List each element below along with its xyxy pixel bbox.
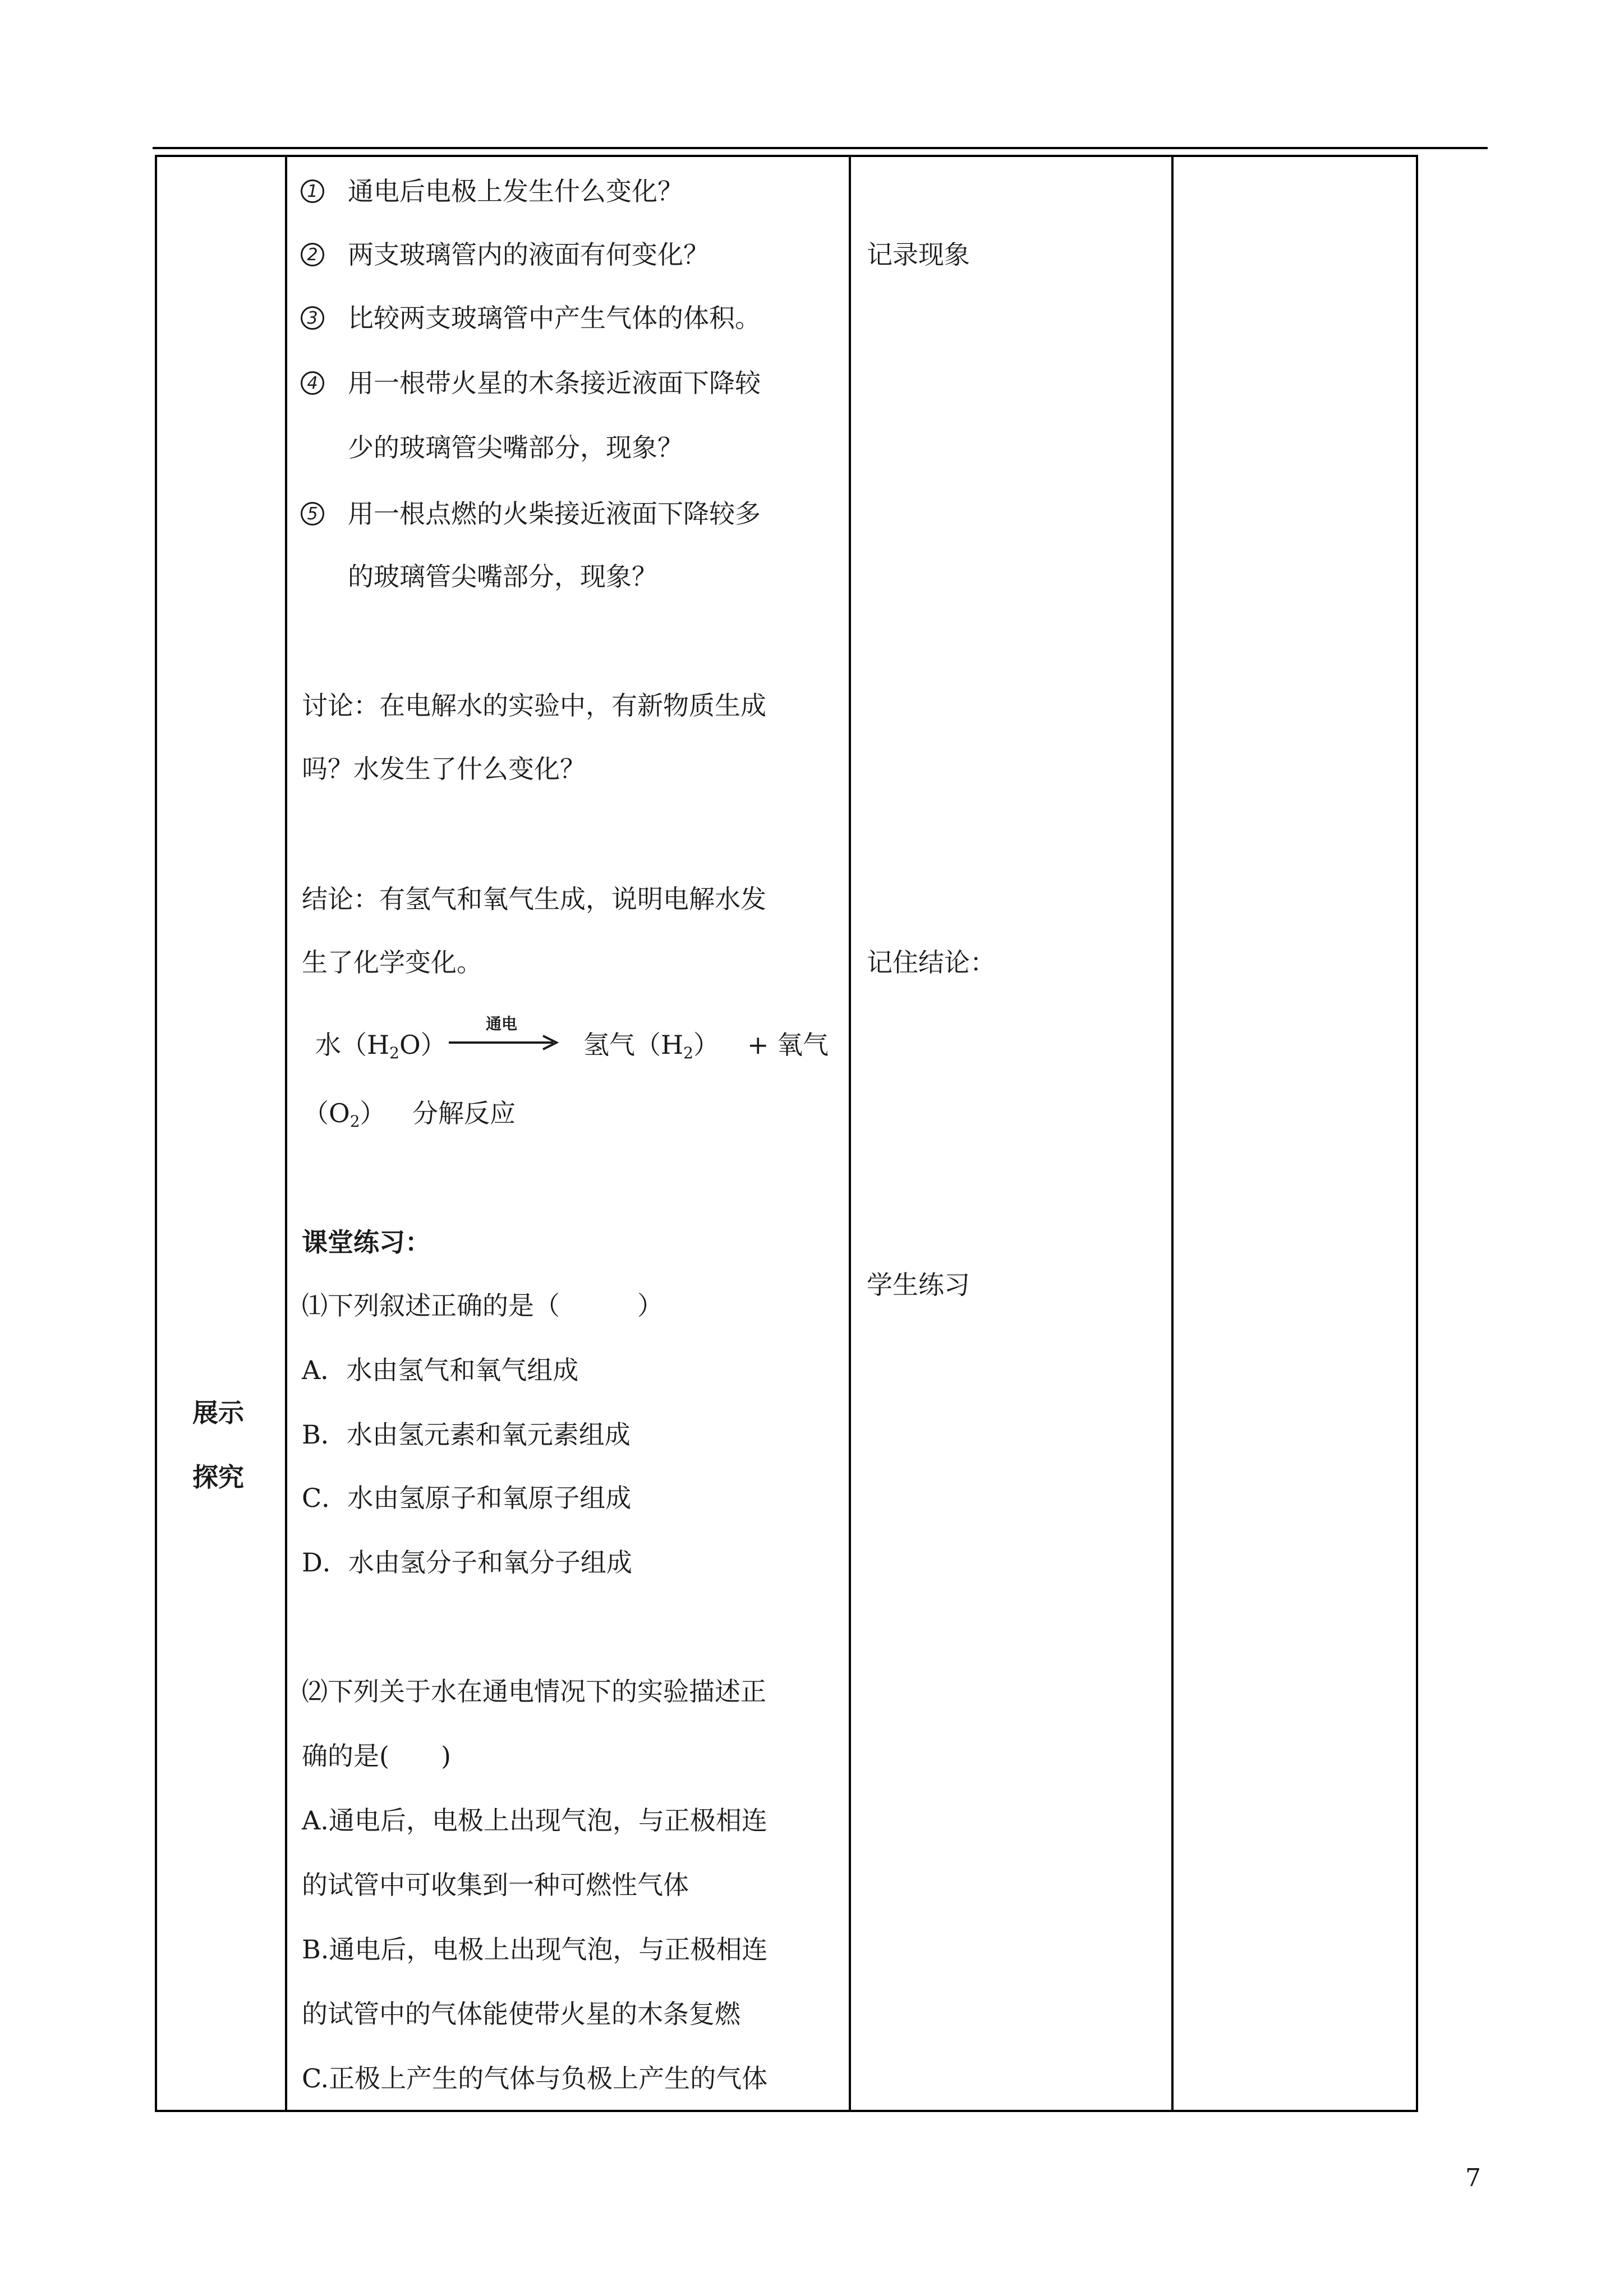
conclusion-line1: 结论：有氢气和氧气生成，说明电解水发 xyxy=(302,884,766,914)
equation-plus: + xyxy=(747,1030,769,1060)
step-4-text-line2: 少的玻璃管尖嘴部分，现象？ xyxy=(348,432,683,463)
q1-option-d: D．水由氢分子和氧分子组成 xyxy=(302,1547,632,1578)
practice-title: 课堂练习： xyxy=(302,1227,431,1257)
step-2-number: 2 xyxy=(301,243,324,266)
q2-stem-line2: 确的是( ) xyxy=(302,1741,451,1771)
discussion-line2: 吗？水发生了什么变化？ xyxy=(302,754,586,784)
page-number: 7 xyxy=(1465,2164,1481,2192)
q1-option-c: C．水由氢原子和氧原子组成 xyxy=(302,1483,632,1513)
student-remember-conclusion: 记住结论： xyxy=(867,947,996,978)
section-label-line2: 探究 xyxy=(192,1462,244,1492)
student-practice: 学生练习 xyxy=(867,1270,970,1300)
q2-option-c-line1: C.正极上产生的气体与负极上产生的气体 xyxy=(302,2063,768,2094)
step-3-number: 3 xyxy=(301,306,324,330)
table-col-divider-2 xyxy=(849,155,851,2112)
q1-option-a: A．水由氢气和氧气组成 xyxy=(302,1355,579,1385)
equation-reaction-type: 分解反应 xyxy=(412,1098,516,1128)
q2-option-b-line2: 的试管中的气体能使带火星的木条复燃 xyxy=(302,1999,740,2029)
equation-condition: 通电 xyxy=(486,1015,518,1033)
section-label-line1: 展示 xyxy=(192,1398,244,1428)
table-col-divider-1 xyxy=(285,155,287,2112)
conclusion-line2: 生了化学变化。 xyxy=(302,947,482,978)
step-5-text-line1: 用一根点燃的火柴接近液面下降较多 xyxy=(348,499,761,529)
step-1-text: 通电后电极上发生什么变化？ xyxy=(348,176,683,206)
table-col-divider-3 xyxy=(1171,155,1174,2112)
equation-water: 水$(H_2O)$ xyxy=(315,1030,447,1062)
q2-option-a-line1: A.通电后，电极上出现气泡，与正极相连 xyxy=(302,1805,767,1836)
step-5-text-line2: 的玻璃管尖嘴部分，现象？ xyxy=(348,561,657,592)
table-top-border xyxy=(155,155,1418,157)
step-4-number: 4 xyxy=(301,371,324,395)
student-record-phenomena: 记录现象 xyxy=(867,239,970,270)
step-1-number: 1 xyxy=(301,179,324,203)
equation-arrow-icon xyxy=(449,1035,561,1050)
step-5-number: 5 xyxy=(301,502,324,525)
table-left-border xyxy=(155,155,157,2112)
q1-stem: ⑴下列叙述正确的是（ ） xyxy=(302,1290,663,1321)
discussion-line1: 讨论：在电解水的实验中，有新物质生成 xyxy=(302,690,766,721)
equation-oxygen: 氧气 xyxy=(777,1030,829,1060)
step-4-text-line1: 用一根带火星的木条接近液面下降较 xyxy=(348,368,761,398)
equation-hydrogen: 氢气$(H_2)$ xyxy=(583,1030,719,1062)
equation-oxygen-formula: $(O_2)$ xyxy=(303,1098,386,1131)
step-2-text: 两支玻璃管内的液面有何变化？ xyxy=(348,239,709,270)
header-rule xyxy=(153,147,1488,149)
q2-stem-line1: ⑵下列关于水在通电情况下的实验描述正 xyxy=(302,1676,766,1707)
table-bottom-border xyxy=(155,2110,1418,2112)
q2-option-b-line1: B.通电后，电极上出现气泡，与正极相连 xyxy=(302,1934,768,1965)
step-3-text: 比较两支玻璃管中产生气体的体积。 xyxy=(348,303,761,333)
q2-option-a-line2: 的试管中可收集到一种可燃性气体 xyxy=(302,1870,689,1900)
q1-option-b: B．水由氢元素和氧元素组成 xyxy=(302,1419,631,1450)
table-right-border xyxy=(1416,155,1418,2112)
